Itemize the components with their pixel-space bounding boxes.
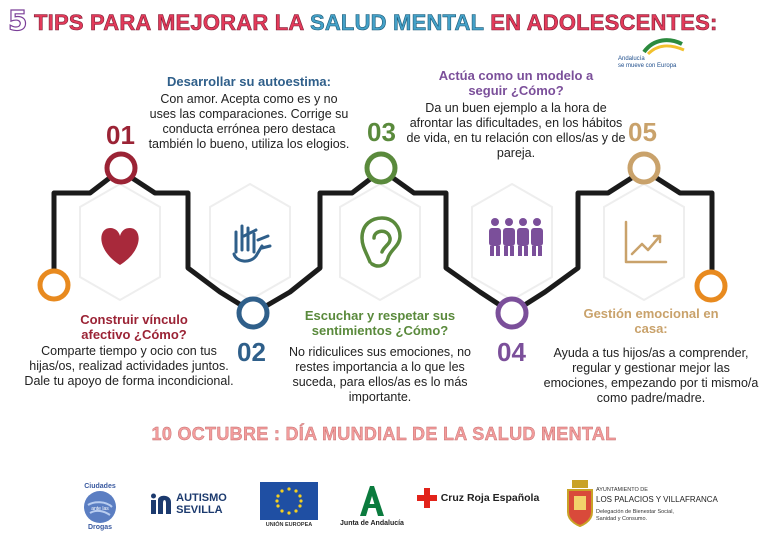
ciudades-line-3: Drogas <box>87 524 113 531</box>
tip-body-5: Ayuda a tus hijos/as a comprender, regular y gestionar mejor las emociones, empezando por ti mismo/a como padre/madre. <box>543 346 759 405</box>
tip-heading-4: Actúa como un modelo a seguir ¿Cómo? <box>438 68 594 98</box>
municipal-coat-of-arms-icon <box>566 480 594 528</box>
ayuntamiento-text-block <box>596 486 760 523</box>
circle-05-end <box>697 272 725 300</box>
tip-block-1 <box>24 312 234 389</box>
autismo-text <box>176 492 227 516</box>
andalucia-line-1: Andalucía <box>618 56 645 62</box>
ciudades-line-2: ante las <box>91 506 109 512</box>
autismo-icon <box>149 492 173 516</box>
circle-03 <box>367 154 395 182</box>
tip-number-5: 05 <box>628 117 657 147</box>
tip-number-2: 02 <box>237 337 266 367</box>
tip-block-2 <box>146 74 352 152</box>
ayuntamiento-shield-icon <box>566 480 594 528</box>
andalucia-line-2: se mueve con Europa <box>618 63 677 69</box>
cruz-roja-logo <box>416 484 540 512</box>
autismo-line-2: SEVILLA <box>176 504 223 516</box>
circle-05 <box>630 154 658 182</box>
ciudades-ante-las-drogas-logo <box>70 478 130 532</box>
ayuntamiento-line-4: Sanidad y Consumo. <box>596 516 648 522</box>
tip-number-4: 04 <box>497 337 526 367</box>
circle-01-top <box>107 154 135 182</box>
red-cross-icon <box>417 488 437 508</box>
tip-body-2: Con amor. Acepta como es y no uses las comparaciones. Corrige su conducta errónea pero destaca también lo bueno, utiliza los elogios. <box>148 92 350 151</box>
junta-caption: Junta de Andalucía <box>340 519 404 527</box>
eu-flag-icon <box>260 482 318 520</box>
title-number: 5 <box>8 4 28 37</box>
junta-a-icon <box>357 484 387 518</box>
ue-caption: UNIÓN EUROPEA <box>265 522 313 528</box>
title-part-1: TIPS PARA MEJORAR LA <box>34 10 310 35</box>
tip-number-3: 03 <box>367 117 396 147</box>
circle-02 <box>239 299 267 327</box>
tip-number-1: 01 <box>106 120 135 150</box>
hexagon-3 <box>340 184 420 300</box>
tip-block-4 <box>404 68 628 161</box>
ciudades-line-1: Ciudades <box>84 483 116 490</box>
autismo-sevilla-logo <box>148 484 228 524</box>
tip-heading-2: Desarrollar su autoestima: <box>166 74 331 89</box>
tip-block-5 <box>540 306 762 406</box>
tip-body-3: No ridiculices sus emociones, no restes importancia a lo que les suceda, para ellos/as es lo más importante. <box>288 345 472 404</box>
ciudades-globe-icon <box>74 479 126 531</box>
tip-heading-5: Gestión emocional en casa: <box>583 306 719 336</box>
tip-body-4: Da un buen ejemplo a la hora de afrontar las dificultades, en los hábitos de vida, en tu relación con ellos/as y de pareja. <box>406 101 626 160</box>
title-part-3: EN ADOLESCENTES: <box>483 10 718 35</box>
ayuntamiento-line-2: LOS PALACIOS Y VILLAFRANCA <box>596 495 718 504</box>
circle-01 <box>40 271 68 299</box>
title-part-2: SALUD MENTAL <box>309 10 484 35</box>
hexagon-5 <box>604 184 684 300</box>
ayuntamiento-line-3: Delegación de Bienestar Social, <box>596 509 674 515</box>
autismo-line-1: AUTISMO <box>176 492 227 504</box>
ayuntamiento-line-1: AYUNTAMIENTO DE <box>596 487 648 493</box>
tip-block-3 <box>280 308 480 405</box>
tip-heading-1: Construir vínculo afectivo ¿Cómo? <box>80 312 188 342</box>
world-mental-health-day-banner: 10 OCTUBRE : DÍA MUNDIAL DE LA SALUD MENTAL <box>151 424 617 444</box>
union-europea-logo <box>256 478 322 532</box>
tip-body-1: Comparte tiempo y ocio con tus hijas/os, realizad actividades juntos. Dale tu apoyo de forma incondicional. <box>24 344 234 388</box>
cruz-roja-text: Cruz Roja Española <box>440 492 540 504</box>
circle-04 <box>498 299 526 327</box>
junta-de-andalucia-logo <box>334 478 410 532</box>
hexagon-2 <box>210 184 290 300</box>
tip-heading-3: Escuchar y respetar sus sentimientos ¿Cómo? <box>304 308 456 338</box>
